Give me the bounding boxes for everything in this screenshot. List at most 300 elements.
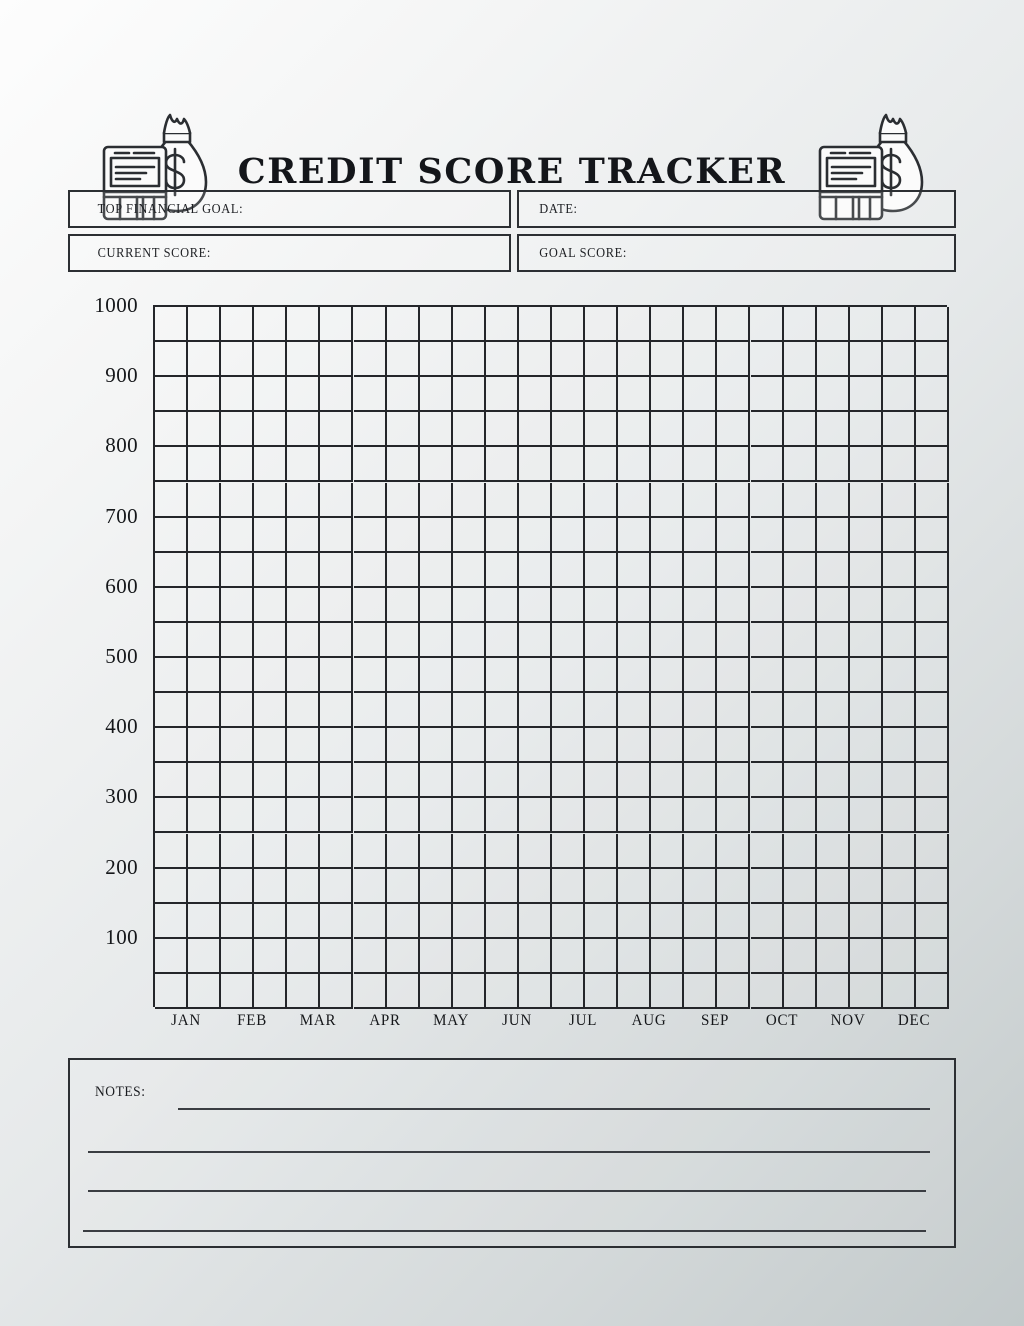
grid-cell[interactable] — [850, 939, 883, 974]
grid-cell[interactable] — [354, 623, 387, 658]
grid-cell[interactable] — [453, 658, 486, 693]
grid-cell[interactable] — [916, 307, 949, 342]
grid-cell[interactable] — [850, 342, 883, 377]
grid-cell[interactable] — [585, 588, 618, 623]
grid-cell[interactable] — [651, 518, 684, 553]
grid-cell[interactable] — [453, 693, 486, 728]
grid-cell[interactable] — [320, 658, 353, 693]
grid-cell[interactable] — [354, 658, 387, 693]
grid-cell[interactable] — [784, 588, 817, 623]
grid-cell[interactable] — [420, 377, 453, 412]
grid-cell[interactable] — [420, 553, 453, 588]
grid-cell[interactable] — [453, 342, 486, 377]
grid-cell[interactable] — [916, 447, 949, 482]
grid-cell[interactable] — [850, 904, 883, 939]
grid-cell[interactable] — [684, 342, 717, 377]
grid-cell[interactable] — [916, 553, 949, 588]
grid-cell[interactable] — [916, 658, 949, 693]
grid-cell[interactable] — [287, 307, 320, 342]
grid-cell[interactable] — [552, 904, 585, 939]
grid-cell[interactable] — [254, 798, 287, 833]
grid-cell[interactable] — [155, 869, 188, 904]
grid-cell[interactable] — [883, 553, 916, 588]
grid-cell[interactable] — [850, 483, 883, 518]
grid-cell[interactable] — [717, 377, 750, 412]
grid-cell[interactable] — [552, 728, 585, 763]
grid-cell[interactable] — [221, 974, 254, 1009]
grid-cell[interactable] — [354, 342, 387, 377]
grid-cell[interactable] — [320, 553, 353, 588]
grid-cell[interactable] — [387, 728, 420, 763]
grid-cell[interactable] — [883, 483, 916, 518]
grid-cell[interactable] — [850, 447, 883, 482]
grid-cell[interactable] — [155, 412, 188, 447]
grid-cell[interactable] — [519, 377, 552, 412]
grid-cell[interactable] — [618, 623, 651, 658]
grid-cell[interactable] — [221, 412, 254, 447]
grid-cell[interactable] — [651, 553, 684, 588]
grid-cell[interactable] — [651, 342, 684, 377]
grid-cell[interactable] — [651, 447, 684, 482]
grid-cell[interactable] — [486, 623, 519, 658]
grid-cell[interactable] — [883, 834, 916, 869]
grid-cell[interactable] — [817, 658, 850, 693]
grid-cell[interactable] — [486, 693, 519, 728]
grid-cell[interactable] — [552, 798, 585, 833]
grid-cell[interactable] — [552, 939, 585, 974]
grid-cell[interactable] — [717, 834, 750, 869]
grid-cell[interactable] — [287, 834, 320, 869]
grid-cell[interactable] — [784, 307, 817, 342]
grid-cell[interactable] — [883, 974, 916, 1009]
grid-cell[interactable] — [155, 658, 188, 693]
grid-cell[interactable] — [188, 588, 221, 623]
grid-cell[interactable] — [287, 728, 320, 763]
grid-cell[interactable] — [453, 869, 486, 904]
grid-cell[interactable] — [221, 623, 254, 658]
grid-cell[interactable] — [684, 483, 717, 518]
grid-cell[interactable] — [883, 377, 916, 412]
grid-cell[interactable] — [817, 798, 850, 833]
grid-cell[interactable] — [188, 483, 221, 518]
field-date[interactable] — [517, 190, 956, 228]
grid-cell[interactable] — [221, 869, 254, 904]
grid-cell[interactable] — [784, 834, 817, 869]
grid-cell[interactable] — [552, 834, 585, 869]
grid-cell[interactable] — [717, 939, 750, 974]
grid-cell[interactable] — [916, 412, 949, 447]
grid-cell[interactable] — [420, 728, 453, 763]
grid-cell[interactable] — [817, 623, 850, 658]
grid-cell[interactable] — [354, 553, 387, 588]
grid-cell[interactable] — [784, 377, 817, 412]
grid-cell[interactable] — [651, 763, 684, 798]
grid-cell[interactable] — [188, 623, 221, 658]
grid-cell[interactable] — [618, 939, 651, 974]
grid-cell[interactable] — [453, 728, 486, 763]
grid-cell[interactable] — [221, 904, 254, 939]
grid-cell[interactable] — [784, 623, 817, 658]
field-top-financial-goal[interactable] — [68, 190, 511, 228]
grid-cell[interactable] — [486, 307, 519, 342]
grid-cell[interactable] — [618, 693, 651, 728]
grid-cell[interactable] — [453, 553, 486, 588]
grid-cell[interactable] — [751, 939, 784, 974]
grid-cell[interactable] — [552, 342, 585, 377]
grid-cell[interactable] — [784, 658, 817, 693]
grid-cell[interactable] — [717, 763, 750, 798]
grid-cell[interactable] — [850, 763, 883, 798]
grid-cell[interactable] — [188, 904, 221, 939]
grid-cell[interactable] — [552, 763, 585, 798]
grid-cell[interactable] — [387, 904, 420, 939]
grid-cell[interactable] — [684, 869, 717, 904]
grid-cell[interactable] — [320, 342, 353, 377]
grid-cell[interactable] — [850, 869, 883, 904]
grid-cell[interactable] — [354, 518, 387, 553]
grid-cell[interactable] — [420, 447, 453, 482]
grid-cell[interactable] — [883, 693, 916, 728]
grid-cell[interactable] — [453, 412, 486, 447]
grid-cell[interactable] — [916, 974, 949, 1009]
grid-cell[interactable] — [817, 483, 850, 518]
grid-cell[interactable] — [320, 974, 353, 1009]
grid-cell[interactable] — [320, 518, 353, 553]
grid-cell[interactable] — [618, 447, 651, 482]
grid-cell[interactable] — [784, 342, 817, 377]
grid-cell[interactable] — [387, 553, 420, 588]
grid-cell[interactable] — [751, 447, 784, 482]
grid-cell[interactable] — [155, 834, 188, 869]
grid-cell[interactable] — [684, 904, 717, 939]
grid-cell[interactable] — [387, 518, 420, 553]
grid-cell[interactable] — [916, 728, 949, 763]
grid-cell[interactable] — [519, 447, 552, 482]
grid-cell[interactable] — [684, 693, 717, 728]
grid-cell[interactable] — [254, 904, 287, 939]
grid-cell[interactable] — [354, 763, 387, 798]
grid-cell[interactable] — [850, 623, 883, 658]
grid-cell[interactable] — [519, 974, 552, 1009]
grid-cell[interactable] — [354, 377, 387, 412]
grid-cell[interactable] — [354, 798, 387, 833]
grid-cell[interactable] — [717, 518, 750, 553]
grid-cell[interactable] — [618, 518, 651, 553]
grid-cell[interactable] — [751, 412, 784, 447]
grid-cell[interactable] — [188, 553, 221, 588]
grid-cell[interactable] — [320, 307, 353, 342]
grid-cell[interactable] — [486, 658, 519, 693]
grid-cell[interactable] — [420, 483, 453, 518]
grid-cell[interactable] — [188, 728, 221, 763]
grid-cell[interactable] — [354, 307, 387, 342]
grid-cell[interactable] — [486, 342, 519, 377]
grid-cell[interactable] — [817, 447, 850, 482]
grid-cell[interactable] — [784, 553, 817, 588]
grid-cell[interactable] — [254, 588, 287, 623]
grid-cell[interactable] — [751, 623, 784, 658]
grid-cell[interactable] — [552, 588, 585, 623]
grid-cell[interactable] — [519, 623, 552, 658]
grid-cell[interactable] — [717, 447, 750, 482]
grid-cell[interactable] — [354, 834, 387, 869]
grid-cell[interactable] — [651, 869, 684, 904]
grid-cell[interactable] — [519, 342, 552, 377]
grid-cell[interactable] — [916, 904, 949, 939]
grid-cell[interactable] — [618, 377, 651, 412]
grid-cell[interactable] — [387, 623, 420, 658]
grid-cell[interactable] — [354, 483, 387, 518]
grid-cell[interactable] — [387, 974, 420, 1009]
grid-cell[interactable] — [717, 658, 750, 693]
grid-cell[interactable] — [717, 693, 750, 728]
grid-cell[interactable] — [552, 553, 585, 588]
grid-cell[interactable] — [618, 588, 651, 623]
grid-cell[interactable] — [453, 798, 486, 833]
grid-cell[interactable] — [188, 974, 221, 1009]
grid-cell[interactable] — [486, 553, 519, 588]
grid-cell[interactable] — [188, 798, 221, 833]
grid-cell[interactable] — [717, 553, 750, 588]
grid-cell[interactable] — [751, 588, 784, 623]
grid-cell[interactable] — [850, 588, 883, 623]
grid-cell[interactable] — [320, 623, 353, 658]
grid-cell[interactable] — [883, 307, 916, 342]
grid-cell[interactable] — [916, 342, 949, 377]
grid-cell[interactable] — [751, 658, 784, 693]
grid-cell[interactable] — [717, 342, 750, 377]
grid-cell[interactable] — [387, 658, 420, 693]
grid-cell[interactable] — [784, 447, 817, 482]
grid-cell[interactable] — [254, 342, 287, 377]
grid-cell[interactable] — [883, 728, 916, 763]
grid-cell[interactable] — [420, 904, 453, 939]
grid-cell[interactable] — [585, 904, 618, 939]
grid-cell[interactable] — [916, 798, 949, 833]
chart-grid[interactable] — [153, 305, 947, 1007]
grid-cell[interactable] — [817, 834, 850, 869]
grid-cell[interactable] — [817, 412, 850, 447]
grid-cell[interactable] — [320, 693, 353, 728]
grid-cell[interactable] — [320, 377, 353, 412]
grid-cell[interactable] — [651, 658, 684, 693]
grid-cell[interactable] — [320, 939, 353, 974]
grid-cell[interactable] — [850, 728, 883, 763]
grid-cell[interactable] — [784, 904, 817, 939]
grid-cell[interactable] — [221, 588, 254, 623]
grid-cell[interactable] — [717, 904, 750, 939]
grid-cell[interactable] — [552, 974, 585, 1009]
grid-cell[interactable] — [552, 518, 585, 553]
grid-cell[interactable] — [618, 974, 651, 1009]
grid-cell[interactable] — [287, 974, 320, 1009]
grid-cell[interactable] — [254, 377, 287, 412]
grid-cell[interactable] — [618, 483, 651, 518]
grid-cell[interactable] — [817, 307, 850, 342]
grid-cell[interactable] — [817, 377, 850, 412]
grid-cell[interactable] — [387, 693, 420, 728]
grid-cell[interactable] — [717, 588, 750, 623]
grid-cell[interactable] — [618, 728, 651, 763]
grid-cell[interactable] — [188, 307, 221, 342]
grid-cell[interactable] — [254, 834, 287, 869]
grid-cell[interactable] — [751, 869, 784, 904]
grid-cell[interactable] — [684, 553, 717, 588]
grid-cell[interactable] — [651, 834, 684, 869]
grid-cell[interactable] — [354, 904, 387, 939]
grid-cell[interactable] — [817, 869, 850, 904]
grid-cell[interactable] — [585, 518, 618, 553]
grid-cell[interactable] — [155, 904, 188, 939]
grid-cell[interactable] — [453, 307, 486, 342]
grid-cell[interactable] — [883, 412, 916, 447]
grid-cell[interactable] — [354, 693, 387, 728]
grid-cell[interactable] — [817, 763, 850, 798]
grid-cell[interactable] — [420, 623, 453, 658]
grid-cell[interactable] — [585, 658, 618, 693]
grid-cell[interactable] — [387, 834, 420, 869]
grid-cell[interactable] — [883, 623, 916, 658]
grid-cell[interactable] — [618, 342, 651, 377]
grid-cell[interactable] — [850, 834, 883, 869]
grid-cell[interactable] — [585, 939, 618, 974]
grid-cell[interactable] — [751, 798, 784, 833]
grid-cell[interactable] — [387, 483, 420, 518]
grid-cell[interactable] — [354, 939, 387, 974]
grid-cell[interactable] — [519, 728, 552, 763]
grid-cell[interactable] — [155, 553, 188, 588]
grid-cell[interactable] — [221, 518, 254, 553]
grid-cell[interactable] — [585, 728, 618, 763]
grid-cell[interactable] — [287, 658, 320, 693]
grid-cell[interactable] — [817, 904, 850, 939]
grid-cell[interactable] — [486, 798, 519, 833]
grid-cell[interactable] — [453, 377, 486, 412]
grid-cell[interactable] — [155, 377, 188, 412]
grid-cell[interactable] — [453, 483, 486, 518]
grid-cell[interactable] — [387, 307, 420, 342]
grid-cell[interactable] — [188, 447, 221, 482]
grid-cell[interactable] — [784, 518, 817, 553]
grid-cell[interactable] — [188, 869, 221, 904]
grid-cell[interactable] — [254, 518, 287, 553]
grid-cell[interactable] — [486, 939, 519, 974]
grid-cell[interactable] — [585, 763, 618, 798]
grid-cell[interactable] — [850, 412, 883, 447]
grid-cell[interactable] — [254, 869, 287, 904]
grid-cell[interactable] — [751, 553, 784, 588]
grid-cell[interactable] — [850, 798, 883, 833]
grid-cell[interactable] — [717, 623, 750, 658]
grid-cell[interactable] — [651, 412, 684, 447]
grid-cell[interactable] — [254, 553, 287, 588]
grid-cell[interactable] — [155, 939, 188, 974]
grid-cell[interactable] — [486, 974, 519, 1009]
grid-cell[interactable] — [155, 974, 188, 1009]
grid-cell[interactable] — [320, 483, 353, 518]
grid-cell[interactable] — [651, 728, 684, 763]
grid-cell[interactable] — [519, 658, 552, 693]
grid-cell[interactable] — [221, 728, 254, 763]
grid-cell[interactable] — [387, 798, 420, 833]
grid-cell[interactable] — [387, 377, 420, 412]
grid-cell[interactable] — [420, 834, 453, 869]
grid-cell[interactable] — [354, 869, 387, 904]
grid-cell[interactable] — [618, 834, 651, 869]
grid-cell[interactable] — [420, 342, 453, 377]
grid-cell[interactable] — [751, 693, 784, 728]
grid-cell[interactable] — [420, 798, 453, 833]
grid-cell[interactable] — [519, 553, 552, 588]
grid-cell[interactable] — [850, 518, 883, 553]
grid-cell[interactable] — [684, 588, 717, 623]
grid-cell[interactable] — [684, 834, 717, 869]
grid-cell[interactable] — [850, 658, 883, 693]
grid-cell[interactable] — [552, 693, 585, 728]
grid-cell[interactable] — [552, 412, 585, 447]
grid-cell[interactable] — [618, 412, 651, 447]
grid-cell[interactable] — [188, 658, 221, 693]
grid-cell[interactable] — [684, 377, 717, 412]
grid-cell[interactable] — [155, 518, 188, 553]
grid-cell[interactable] — [585, 447, 618, 482]
grid-cell[interactable] — [155, 728, 188, 763]
grid-cell[interactable] — [916, 939, 949, 974]
grid-cell[interactable] — [287, 939, 320, 974]
grid-cell[interactable] — [817, 588, 850, 623]
grid-cell[interactable] — [519, 869, 552, 904]
grid-cell[interactable] — [684, 763, 717, 798]
grid-cell[interactable] — [850, 377, 883, 412]
grid-cell[interactable] — [916, 588, 949, 623]
grid-cell[interactable] — [420, 658, 453, 693]
grid-cell[interactable] — [916, 518, 949, 553]
grid-cell[interactable] — [684, 307, 717, 342]
grid-cell[interactable] — [221, 939, 254, 974]
grid-cell[interactable] — [453, 834, 486, 869]
grid-cell[interactable] — [651, 377, 684, 412]
grid-cell[interactable] — [883, 869, 916, 904]
grid-cell[interactable] — [254, 939, 287, 974]
grid-cell[interactable] — [221, 798, 254, 833]
grid-cell[interactable] — [618, 307, 651, 342]
grid-cell[interactable] — [254, 728, 287, 763]
grid-cell[interactable] — [254, 447, 287, 482]
grid-cell[interactable] — [784, 869, 817, 904]
grid-cell[interactable] — [155, 763, 188, 798]
grid-cell[interactable] — [883, 939, 916, 974]
grid-cell[interactable] — [916, 377, 949, 412]
grid-cell[interactable] — [717, 728, 750, 763]
grid-cell[interactable] — [387, 588, 420, 623]
grid-cell[interactable] — [684, 939, 717, 974]
grid-cell[interactable] — [320, 904, 353, 939]
grid-cell[interactable] — [850, 307, 883, 342]
grid-cell[interactable] — [221, 693, 254, 728]
grid-cell[interactable] — [287, 447, 320, 482]
grid-cell[interactable] — [486, 834, 519, 869]
grid-cell[interactable] — [552, 483, 585, 518]
grid-cell[interactable] — [784, 483, 817, 518]
grid-cell[interactable] — [519, 588, 552, 623]
grid-cell[interactable] — [453, 763, 486, 798]
grid-cell[interactable] — [751, 377, 784, 412]
grid-cell[interactable] — [420, 974, 453, 1009]
grid-cell[interactable] — [155, 588, 188, 623]
grid-cell[interactable] — [320, 834, 353, 869]
grid-cell[interactable] — [552, 307, 585, 342]
grid-cell[interactable] — [320, 763, 353, 798]
